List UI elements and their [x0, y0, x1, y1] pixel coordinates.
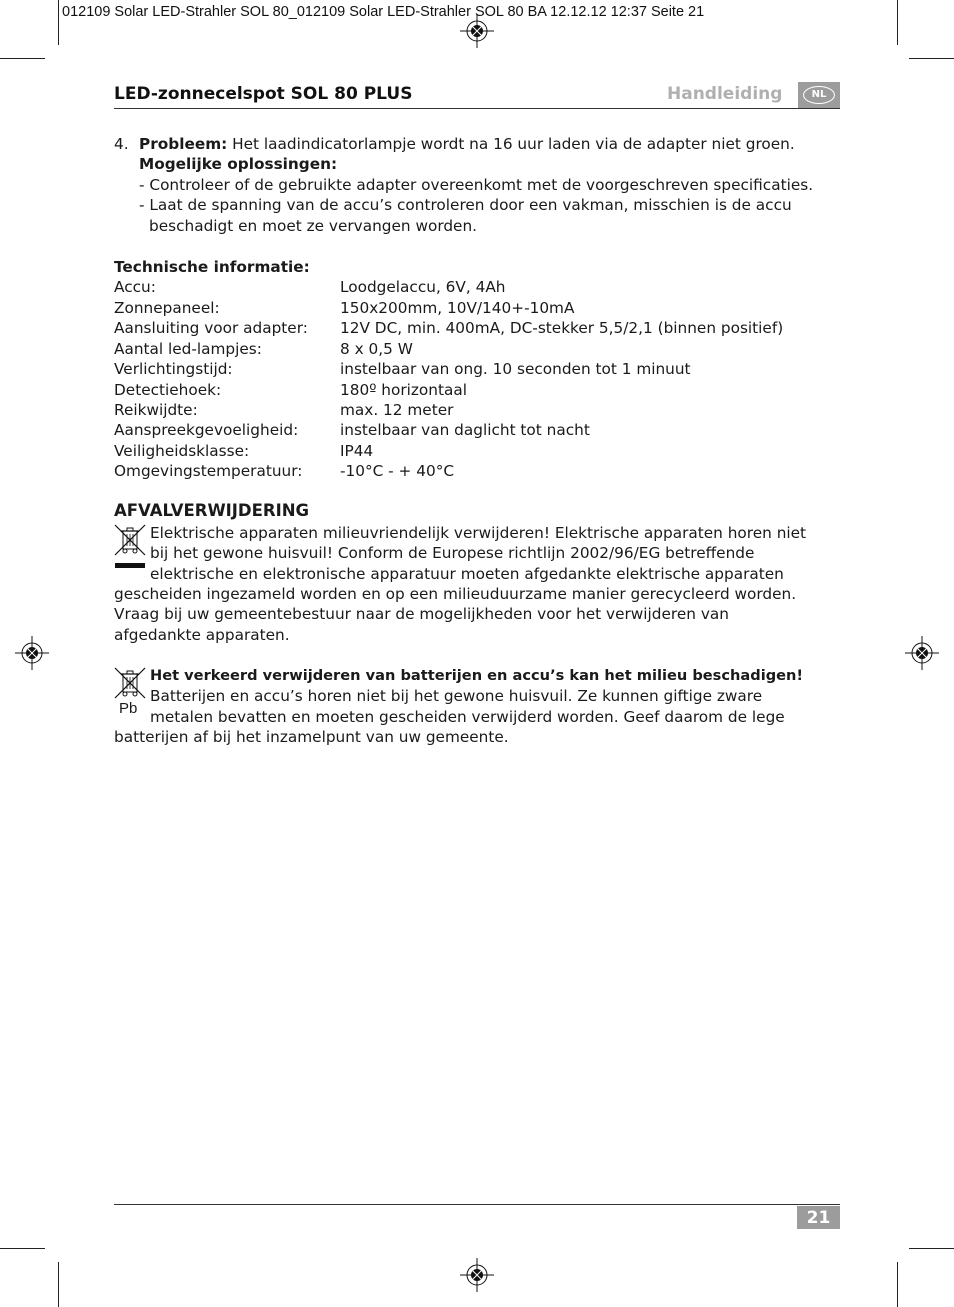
spec-value: instelbaar van daglicht tot nacht [340, 421, 590, 439]
disposal-heading: AFVALVERWIJDERING [114, 501, 310, 520]
page-title: LED-zonnecelspot SOL 80 PLUS [114, 84, 413, 104]
registration-mark-icon [905, 636, 939, 670]
crop-mark [909, 1248, 954, 1249]
spec-value: IP44 [340, 442, 374, 460]
battery-line: Batterijen en accu’s horen niet bij het gewone huisvuil. Ze kunnen giftige zware [150, 687, 763, 705]
spec-value: 150x200mm, 10V/140+-10mA [340, 299, 575, 317]
print-slug: 012109 Solar LED-Strahler SOL 80_012109 Solar LED-Strahler SOL 80 BA 12.12.12 12:37 Seite 21 [62, 4, 705, 20]
header-rule [114, 108, 840, 109]
problem-text: Het laadindicatorlampje wordt na 16 uur laden via de adapter niet groen. [232, 135, 795, 153]
crop-mark [58, 1262, 59, 1307]
weee-crossed-bin-icon [112, 523, 148, 571]
problem-number: 4. [114, 135, 129, 153]
disposal-line: elektrische en elektronische apparatuur moeten afgedankte elektrische apparaten [150, 565, 784, 583]
solution-item: - Laat de spanning van de accu’s controleren door een vakman, misschien is de accu [139, 196, 792, 214]
battery-warning: Het verkeerd verwijderen van batterijen en accu’s kan het milieu beschadigen! [150, 667, 804, 684]
pb-label: Pb [119, 700, 138, 717]
spec-label: Verlichtingstijd: [114, 360, 233, 378]
spec-value: max. 12 meter [340, 401, 454, 419]
spec-label: Reikwijdte: [114, 401, 198, 419]
spec-value: 12V DC, min. 400mA, DC-stekker 5,5/2,1 (binnen positief) [340, 319, 784, 337]
spec-value: -10°C - + 40°C [340, 462, 455, 480]
spec-label: Accu: [114, 278, 156, 296]
battery-crossed-bin-icon [112, 666, 148, 704]
registration-mark-icon [15, 636, 49, 670]
spec-value: instelbaar van ong. 10 seconden tot 1 minuut [340, 360, 691, 378]
spec-label: Zonnepaneel: [114, 299, 220, 317]
footer-rule [114, 1204, 840, 1205]
crop-mark [0, 58, 45, 59]
section-label: Handleiding [667, 84, 783, 104]
crop-mark [897, 1262, 898, 1307]
language-badge [798, 82, 840, 108]
spec-value: 8 x 0,5 W [340, 340, 413, 358]
spec-label: Detectiehoek: [114, 381, 222, 399]
spec-label: Aantal led-lampjes: [114, 340, 262, 358]
spec-label: Omgevingstemperatuur: [114, 462, 303, 480]
tech-heading: Technische informatie: [114, 258, 310, 276]
disposal-line: Vraag bij uw gemeentebestuur naar de mogelijkheden voor het verwijderen van [114, 605, 729, 623]
crop-mark [58, 0, 59, 45]
spec-value: 180º horizontaal [340, 381, 467, 399]
spec-label: Aansluiting voor adapter: [114, 319, 308, 337]
spec-label: Veiligheidsklasse: [114, 442, 250, 460]
disposal-line: Elektrische apparaten milieuvriendelijk verwijderen! Elektrische apparaten horen niet [150, 524, 807, 542]
problem-lead: Probleem: [139, 135, 228, 153]
solution-item-continued: beschadigt en moet ze vervangen worden. [149, 217, 478, 235]
language-badge-label: NL [803, 86, 835, 104]
disposal-line: gescheiden ingezameld worden en op een milieuduurzame manier gerecycleerd worden. [114, 585, 797, 603]
disposal-line: bij het gewone huisvuil! Conform de Europese richtlijn 2002/96/EG betreffende [150, 544, 755, 562]
crop-mark [909, 58, 954, 59]
solution-item: - Controleer of de gebruikte adapter overeenkomt met de voorgeschreven specificaties. [139, 176, 814, 194]
crop-mark [897, 0, 898, 45]
spec-value: Loodgelaccu, 6V, 4Ah [340, 278, 506, 296]
battery-line: batterijen af bij het inzamelpunt van uw gemeente. [114, 728, 509, 746]
registration-mark-icon [460, 1258, 494, 1292]
crop-mark [0, 1248, 45, 1249]
problem-line [139, 134, 795, 154]
disposal-line: afgedankte apparaten. [114, 626, 290, 644]
spec-label: Aanspreekgevoeligheid: [114, 421, 299, 439]
page-number: 21 [797, 1206, 840, 1229]
solutions-heading: Mogelijke oplossingen: [139, 155, 338, 173]
battery-line: metalen bevatten en moeten gescheiden verwijderd worden. Geef daarom de lege [150, 708, 785, 726]
